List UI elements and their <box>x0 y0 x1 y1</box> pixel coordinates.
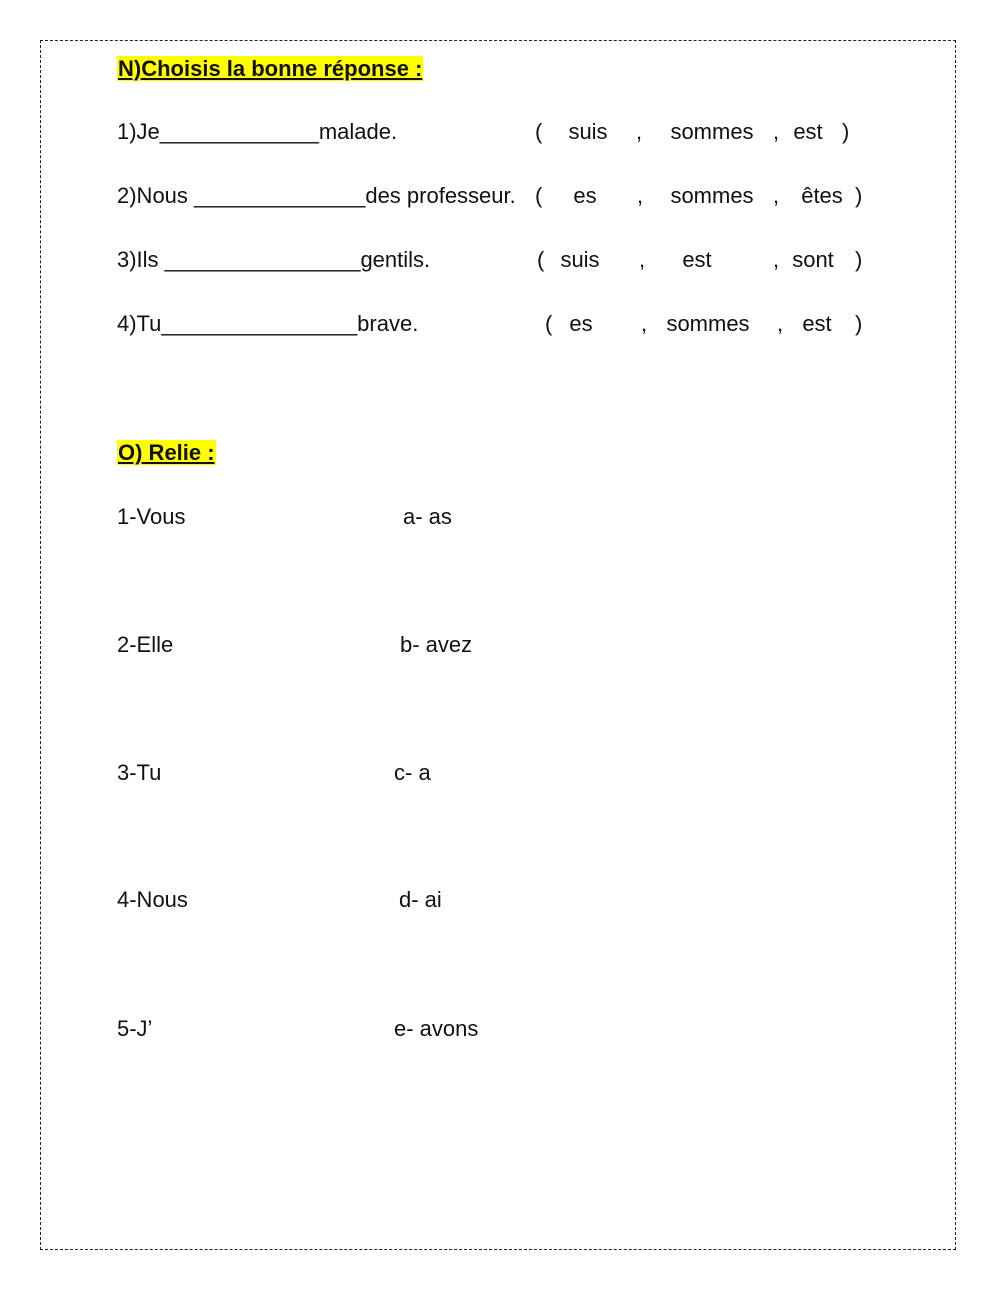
page-border <box>40 40 956 1250</box>
section-o-title-text: O) Relie : <box>118 440 215 465</box>
section-o-title <box>117 440 216 466</box>
choice-1-open: ( <box>535 119 543 144</box>
match-left-1[interactable]: 1-Vous <box>117 504 186 529</box>
choice-4-close: ) <box>855 311 863 336</box>
choice-4-option-1[interactable]: es <box>569 311 593 336</box>
match-right-1[interactable]: a- as <box>403 504 452 529</box>
choice-3-sep-1: , <box>639 247 646 272</box>
choice-3-close: ) <box>855 247 863 272</box>
choice-3-option-3[interactable]: sont <box>792 247 834 272</box>
choice-1-close: ) <box>842 119 850 144</box>
choice-4-sep-1: , <box>641 311 648 336</box>
choice-2-option-2[interactable]: sommes <box>670 183 754 208</box>
sentence-2: 2)Nous ______________des professeur. <box>117 183 516 208</box>
choice-3-sep-2: , <box>773 247 780 272</box>
match-left-2[interactable]: 2-Elle <box>117 632 174 657</box>
choice-4-option-2[interactable]: sommes <box>666 311 750 336</box>
section-n-title <box>117 56 423 82</box>
match-right-3[interactable]: c- a <box>394 760 431 785</box>
match-left-4[interactable]: 4-Nous <box>117 887 188 912</box>
choice-1-option-3[interactable]: est <box>793 119 823 144</box>
choice-1-sep-1: , <box>636 119 643 144</box>
choice-3-option-1[interactable]: suis <box>560 247 600 272</box>
choice-2-sep-2: , <box>773 183 780 208</box>
choice-1-sep-2: , <box>773 119 780 144</box>
choice-3-open: ( <box>537 247 545 272</box>
match-right-4[interactable]: d- ai <box>399 887 442 912</box>
choice-2-sep-1: , <box>637 183 644 208</box>
choice-3-option-2[interactable]: est <box>682 247 712 272</box>
section-n-title-text: N)Choisis la bonne réponse : <box>118 56 423 81</box>
match-right-2[interactable]: b- avez <box>400 632 473 657</box>
match-left-3[interactable]: 3-Tu <box>117 760 162 785</box>
choice-4-sep-2: , <box>777 311 784 336</box>
sentence-3: 3)Ils ________________gentils. <box>117 247 431 272</box>
choice-2-close: ) <box>855 183 863 208</box>
choice-1-option-1[interactable]: suis <box>568 119 608 144</box>
choice-2-option-3[interactable]: êtes <box>801 183 843 208</box>
choice-2-option-1[interactable]: es <box>573 183 597 208</box>
sentence-1: 1)Je_____________malade. <box>117 119 398 144</box>
match-left-5[interactable]: 5-J’ <box>117 1016 153 1041</box>
sentence-4: 4)Tu________________brave. <box>117 311 419 336</box>
choice-1-option-2[interactable]: sommes <box>670 119 754 144</box>
match-right-5[interactable]: e- avons <box>394 1016 479 1041</box>
choice-4-open: ( <box>545 311 553 336</box>
choice-4-option-3[interactable]: est <box>802 311 832 336</box>
choice-2-open: ( <box>535 183 543 208</box>
